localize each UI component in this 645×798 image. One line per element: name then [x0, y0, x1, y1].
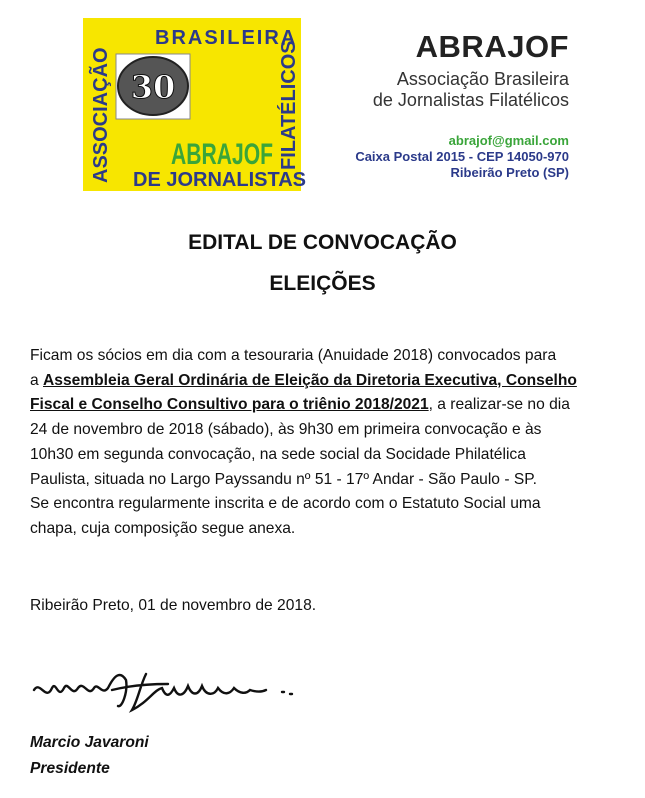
page-title: EDITAL DE CONVOCAÇÃO: [188, 231, 457, 254]
logo-right-text: FILATÉLICOS: [278, 40, 300, 170]
logo-bottom-text: DE JORNALISTAS: [133, 169, 306, 191]
address-line-2: Ribeirão Preto (SP): [450, 165, 569, 180]
body-line: [30, 393, 630, 418]
email-link[interactable]: abrajof@gmail.com: [448, 133, 569, 148]
body-line: chapa, cuja composição segue anexa.: [30, 519, 296, 537]
stamp-number: 30: [130, 68, 176, 106]
body-line: [30, 369, 630, 394]
signature-image: [28, 662, 303, 720]
page-subtitle: ELEIÇÕES: [269, 272, 376, 295]
date-line: Ribeirão Preto, 01 de novembro de 2018.: [30, 597, 317, 614]
body-line: Ficam os sócios em dia com a tesouraria (Anuidade 2018) convocados para: [30, 347, 557, 364]
signer-name: Marcio Javaroni: [30, 734, 149, 751]
logo-left-text: ASSOCIAÇÃO: [90, 47, 112, 183]
body-line: 24 de novembro de 2018 (sábado), às 9h30 em primeira convocação e às: [30, 421, 542, 439]
logo-top-text: BRASILEIRA: [155, 27, 298, 49]
body-line: Se encontra regularmente inscrita e de acordo com o Estatuto Social uma: [30, 495, 541, 513]
abrajof-logo: [83, 18, 306, 191]
body-text: a: [30, 371, 44, 389]
signer-role: Presidente: [30, 760, 110, 777]
notice-body: [30, 344, 630, 542]
body-line: Paulista, situada no Largo Payssandu nº 51 - 17º Andar - São Paulo - SP.: [30, 470, 537, 488]
org-name-line-2: de Jornalistas Filatélicos: [372, 90, 569, 110]
body-line: 10h30 em segunda convocação, na sede social da Socidade Philatélica: [30, 445, 526, 463]
assembly-highlight: Fiscal e Conselho Consultivo para o triênio 2018/2021: [30, 396, 429, 414]
letterhead: [355, 30, 569, 181]
org-acronym: ABRAJOF: [415, 29, 569, 64]
logo-center-text: ABRAJOF: [171, 138, 273, 171]
org-name-line-1: Associação Brasileira: [396, 69, 569, 89]
body-text: , a realizar-se no dia: [428, 396, 570, 414]
assembly-highlight: Assembleia Geral Ordinária de Eleição da Diretoria Executiva, Conselho: [43, 371, 577, 389]
address-line-1: Caixa Postal 2015 - CEP 14050-970: [355, 149, 569, 164]
